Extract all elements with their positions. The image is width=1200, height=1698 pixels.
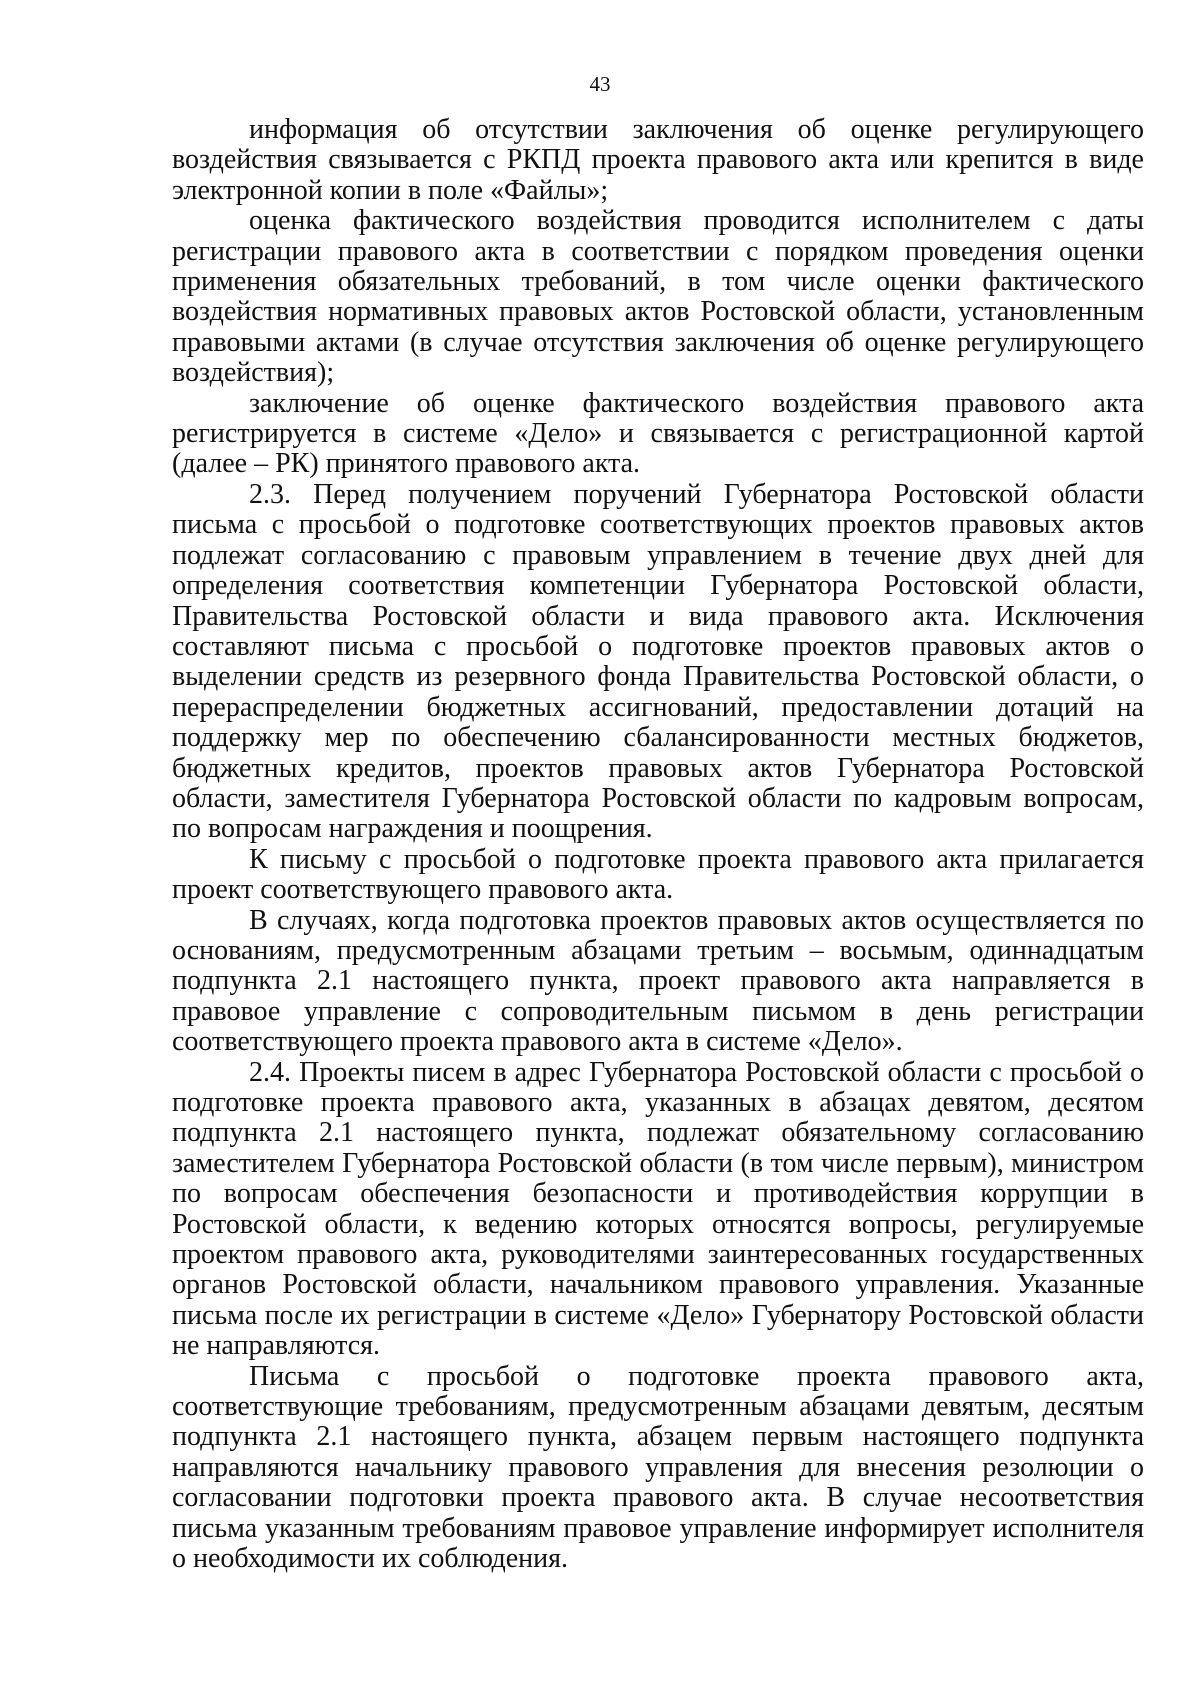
paragraph: 2.3. Перед получением поручений Губернатора Ростовской области письма с просьбой о подготовке соответствующих проектов правовых актов подлежат согласованию с правовым управлением в течение двух дней для определения соответствия компетенции Губернатора Ростовской области, Правительства Ростовской области и вида правового акта. Исключения составляют письма с просьбой о подготовке проектов правовых актов о выделении средств из резервного фонда Правительства Ростовской области, о перераспределении бюджетных ассигнований, предоставлении дотаций на поддержку мер по обеспечению сбалансированности местных бюджетов, бюджетных кредитов, проектов правовых актов Губернатора Ростовской области, заместителя Губернатора Ростовской области по кадровым вопросам, по вопросам награждения и поощрения. bbox=[172, 478, 1144, 845]
document-body bbox=[172, 115, 1144, 1575]
page-number: 43 bbox=[589, 72, 611, 96]
paragraph: В случаях, когда подготовка проектов правовых актов осуществляется по основаниям, предусмотренным абзацами третьим – восьмым, одиннадцатым подпункта 2.1 настоящего пункта, проект правового акта направляется в правовое управление с сопроводительным письмом в день регистрации соответствующего проекта правового акта в системе «Дело». bbox=[172, 904, 1144, 1058]
paragraph: 2.4. Проекты писем в адрес Губернатора Ростовской области с просьбой о подготовке проекта правового акта, указанных в абзацах девятом, десятом подпункта 2.1 настоящего пункта, подлежат обязательному согласованию заместителем Губернатора Ростовской области (в том числе первым), министром по вопросам обеспечения безопасности и противодействия коррупции в Ростовской области, к ведению которых относятся вопросы, регулируемые проектом правового акта, руководителями заинтересованных государственных органов Ростовской области, начальником правового управления. Указанные письма после их регистрации в системе «Дело» Губернатору Ростовской области не направляются. bbox=[172, 1056, 1144, 1362]
paragraph: информация об отсутствии заключения об оценке регулирующего воздействия связывается с РКПД проекта правового акта или крепится в виде электронной копии в поле «Файлы»; bbox=[172, 114, 1144, 206]
paragraph: К письму с просьбой о подготовке проекта правового акта прилагается проект соответствующего правового акта. bbox=[172, 843, 1144, 906]
paragraph: оценка фактического воздействия проводится исполнителем с даты регистрации правового акта в соответствии с порядком проведения оценки применения обязательных требований, в том числе оценки фактического воздействия нормативных правовых актов Ростовской области, установленным правовыми актами (в случае отсутствия заключения об оценке регулирующего воздействия); bbox=[172, 205, 1144, 389]
paragraph: Письма с просьбой о подготовке проекта правового акта, соответствующие требованиям, предусмотренным абзацами девятым, десятым подпункта 2.1 настоящего пункта, абзацем первым настоящего подпункта направляются начальнику правового управления для внесения резолюции о согласовании подготовки проекта правового акта. В случае несоответствия письма указанным требованиям правовое управление информирует исполнителя о необходимости их соблюдения. bbox=[172, 1360, 1144, 1575]
paragraph: заключение об оценке фактического воздействия правового акта регистрируется в системе «Дело» и связывается с регистрационной картой (далее – РК) принятого правового акта. bbox=[172, 387, 1144, 480]
